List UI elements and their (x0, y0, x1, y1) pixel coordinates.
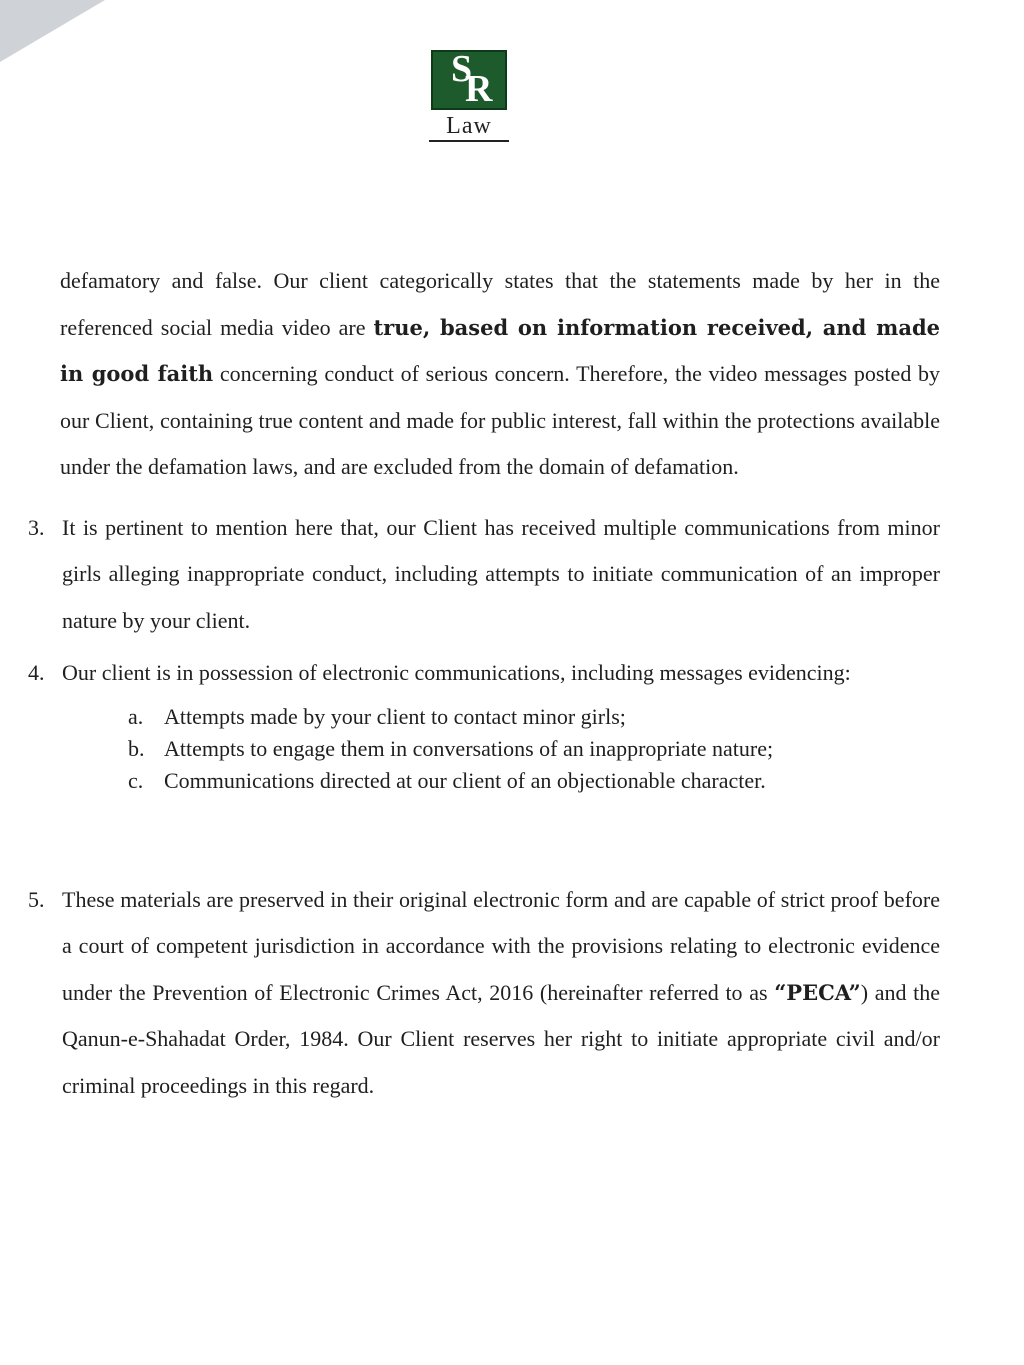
firm-logo (429, 50, 509, 142)
continued-text-end: concerning conduct of serious concern. Therefore, the video messages posted by our Client, containing true content and made for public interest, fall within the protections available under the defamation laws, and are excluded from the domain of defamation. (60, 361, 940, 479)
evidence-list (128, 701, 940, 797)
list-item (128, 733, 940, 765)
list-item (128, 701, 940, 733)
logo-monogram (431, 50, 507, 110)
list-item-letter: c. (128, 767, 144, 793)
list-item-text: Attempts made by your client to contact minor girls; (164, 703, 626, 729)
peca-abbreviation: “PECA” (774, 979, 861, 1005)
list-item-letter: a. (128, 703, 144, 729)
logo-letter-s: S (451, 48, 473, 90)
clause-text-end: ) and the Qanun-e-Shahadat Order, 1984. Our Client reserves her right to initiate appropriate civil and/or criminal proceedings in this regard. (62, 979, 941, 1098)
logo-wordmark: Law (429, 114, 509, 142)
continued-text-start: defamatory and false. Our client categorically states that the statements made by her in the referenced social media video are (60, 268, 940, 340)
list-item-text: Communications directed at our client of an objectionable character. (164, 767, 766, 793)
continued-paragraph (28, 258, 940, 491)
list-item (128, 765, 940, 797)
letter-body (28, 258, 940, 1109)
clause-number: 3. (28, 514, 45, 540)
clause-5 (28, 877, 940, 1110)
clause-text: Our client is in possession of electronic communications, including messages evidencing: (62, 660, 851, 685)
clause-4 (28, 650, 940, 697)
clause-3 (28, 505, 940, 645)
list-item-letter: b. (128, 735, 145, 761)
page-corner-fold (0, 0, 105, 62)
clause-text: It is pertinent to mention here that, our Client has received multiple communications from minor girls alleging inappropriate conduct, including attempts to initiate communication of an improper nature by your client. (62, 514, 940, 633)
clause-text-start: These materials are preserved in their original electronic form and are capable of strict proof before a court of competent jurisdiction in accordance with the provisions relating to electronic evidence under the Prevention of Electronic Crimes Act, 2016 (hereinafter referred to as (62, 886, 940, 1005)
clause-number: 4. (28, 660, 45, 685)
logo-letter-r: R (465, 68, 493, 110)
clause-number: 5. (28, 886, 45, 912)
list-item-text: Attempts to engage them in conversations of an inappropriate nature; (164, 735, 774, 761)
continued-bold-phrase: true, based on information received, and made in good faith (60, 314, 941, 386)
